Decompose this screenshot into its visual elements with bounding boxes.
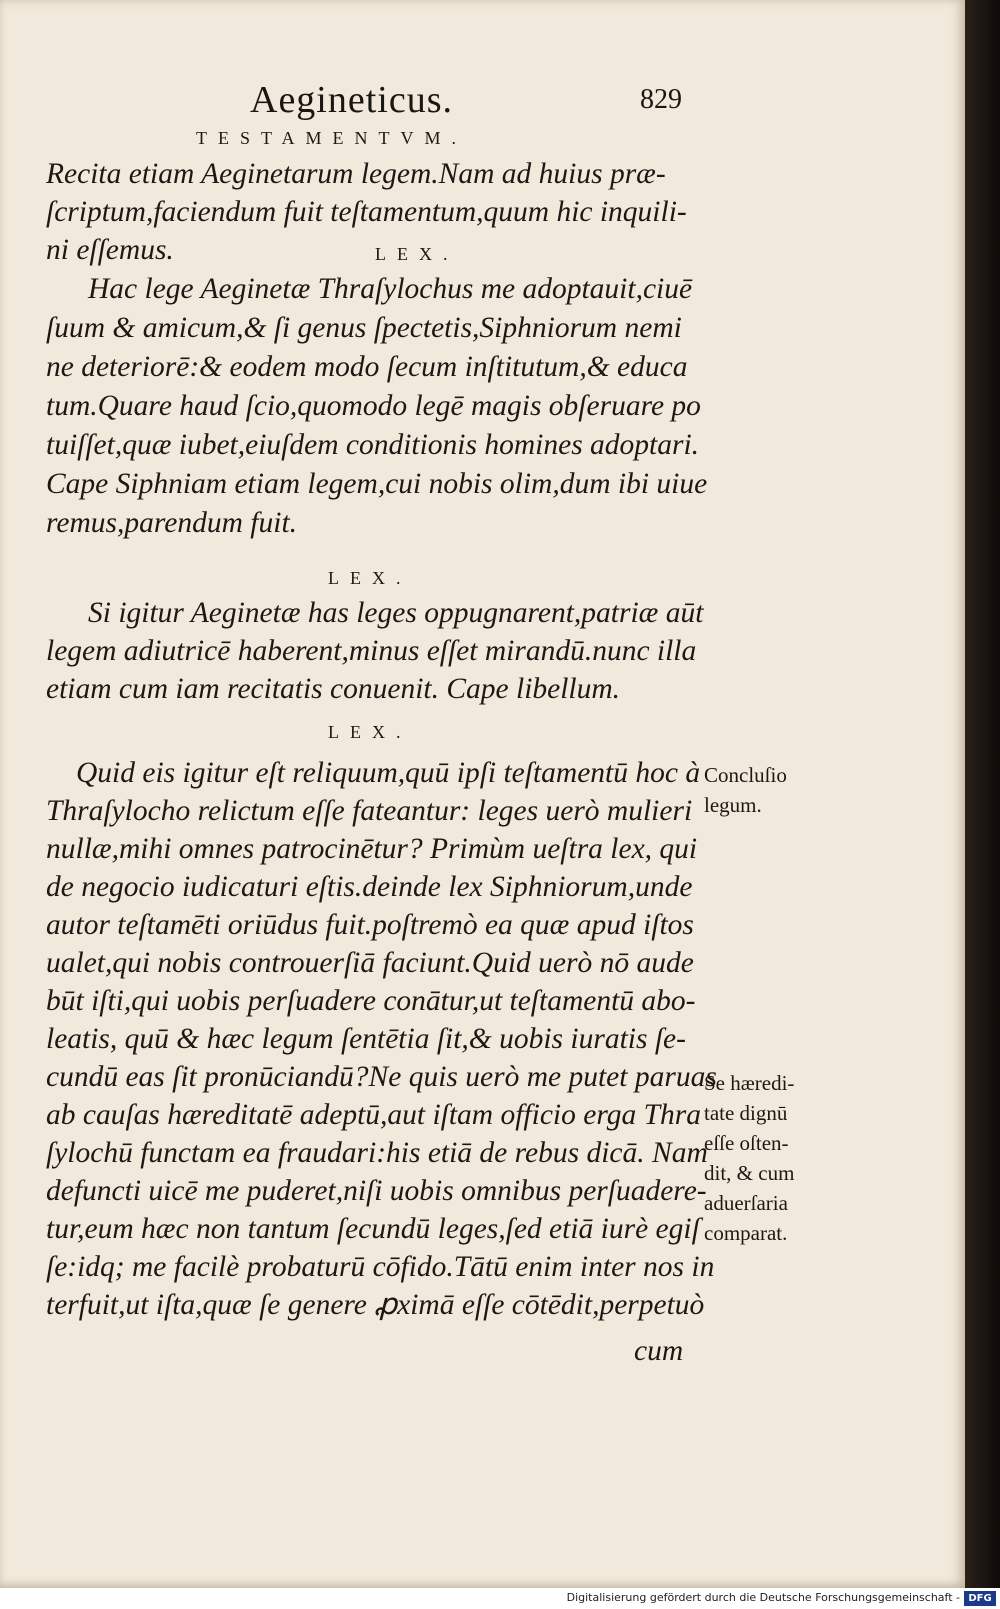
footer-credit: Digitalisierung gefördert durch die Deutsche Forschungsgemeinschaft - — [566, 1591, 960, 1604]
text-line: ſcriptum,faciendum fuit teſtamentum,quum hic inquili- — [46, 196, 687, 228]
running-title: Aegineticus. — [250, 79, 454, 121]
margin-note-haereditate — [704, 1068, 864, 1248]
lex-label: LEX. — [375, 244, 459, 264]
text-line: leatis, quū & hæc legum ſentētia ſit,& uobis iuratis ſe- — [46, 1023, 686, 1055]
digitization-footer — [0, 1588, 1000, 1609]
text-line: tuiſſet,quæ iubet,eiuſdem conditionis homines adoptari. — [46, 429, 700, 461]
lex-label: LEX. — [328, 568, 412, 588]
book-edge-shadow — [965, 0, 1000, 1588]
text-line: ſe:idq; me facilè probaturū cōfido.Tātū enim inter nos in — [46, 1251, 715, 1283]
margin-note-line: tate dignū — [704, 1101, 788, 1125]
text-line: tur,eum hæc non tantum ſecundū leges,ſed etiā iurè egiſ — [46, 1213, 700, 1245]
text-line: Hac lege Aeginetæ Thraſylochus me adoptauit,ciuē — [88, 273, 693, 305]
text-line: cundū eas ſit pronūciandū?Ne quis uerò me putet paruas — [46, 1061, 717, 1093]
text-line: remus,parendum fuit. — [46, 507, 298, 539]
text-line: Recita etiam Aeginetarum legem.Nam ad huius præ- — [46, 158, 666, 190]
text-line: ni eſſemus. — [46, 234, 174, 266]
margin-note-line: Se hæredi- — [704, 1071, 795, 1095]
text-line: Si igitur Aeginetæ has leges oppugnarent,patriæ aūt — [88, 597, 704, 629]
page-header — [0, 78, 965, 128]
section-heading: TESTAMENTVM. — [196, 128, 468, 148]
lex-label: LEX. — [328, 722, 412, 742]
margin-note-conclusio — [704, 760, 864, 820]
catchword: cum — [634, 1335, 684, 1367]
margin-note-line: dit, & cum — [704, 1161, 795, 1185]
text-line: ualet,qui nobis controuerſiā faciunt.Quid uerò nō aude — [46, 947, 694, 979]
text-line: ab cauſas hæreditatē adeptū,aut iſtam officio erga Thra — [46, 1099, 701, 1131]
text-line: ſylochū functam ea fraudari:his etiā de rebus dicā. Nam — [46, 1137, 708, 1169]
text-line: Cape Siphniam etiam legem,cui nobis olim,dum ibi uiue — [46, 468, 708, 500]
dfg-logo: DFG — [964, 1591, 996, 1606]
margin-note-line: legum. — [704, 793, 762, 817]
text-line: de negocio iudicaturi eſtis.deinde lex Siphniorum,unde — [46, 871, 693, 903]
text-line: Quid eis igitur eſt reliquum,quū ipſi teſtamentū hoc à — [76, 757, 701, 789]
margin-note-line: eſſe oſten- — [704, 1131, 789, 1155]
text-line: būt iſti,qui uobis perſuadere conātur,ut teſtamentū abo- — [46, 985, 696, 1017]
text-line: defuncti uicē me puderet,niſi uobis omnibus perſuadere- — [46, 1175, 707, 1207]
margin-note-line: aduerſaria — [704, 1191, 788, 1215]
page-number: 829 — [640, 84, 682, 115]
margin-note-line: Concluſio — [704, 763, 787, 787]
text-line: ne deteriorē:& eodem modo ſecum inſtitutum,& educa — [46, 351, 688, 383]
text-line: legem adiutricē haberent,minus eſſet mirandū.nunc illa — [46, 635, 697, 667]
text-line: nullæ,mihi omnes patrocinētur? Primùm ueſtra lex, qui — [46, 833, 698, 865]
text-line: ſuum & amicum,& ſi genus ſpectetis,Siphniorum nemi — [46, 312, 682, 344]
text-line: tum.Quare haud ſcio,quomodo legē magis obſeruare po — [46, 390, 701, 422]
margin-note-line: comparat. — [704, 1221, 788, 1245]
text-line: etiam cum iam recitatis conuenit. Cape libellum. — [46, 673, 621, 705]
text-line: Thraſylocho relictum eſſe fateantur: leges uerò mulieri — [46, 795, 693, 827]
text-line: autor teſtamēti oriūdus fuit.poſtremò ea quæ apud iſtos — [46, 909, 694, 941]
text-line: terfuit,ut iſta,quæ ſe genere ꝓximā eſſe cōtēdit,perpetuò — [46, 1289, 705, 1321]
